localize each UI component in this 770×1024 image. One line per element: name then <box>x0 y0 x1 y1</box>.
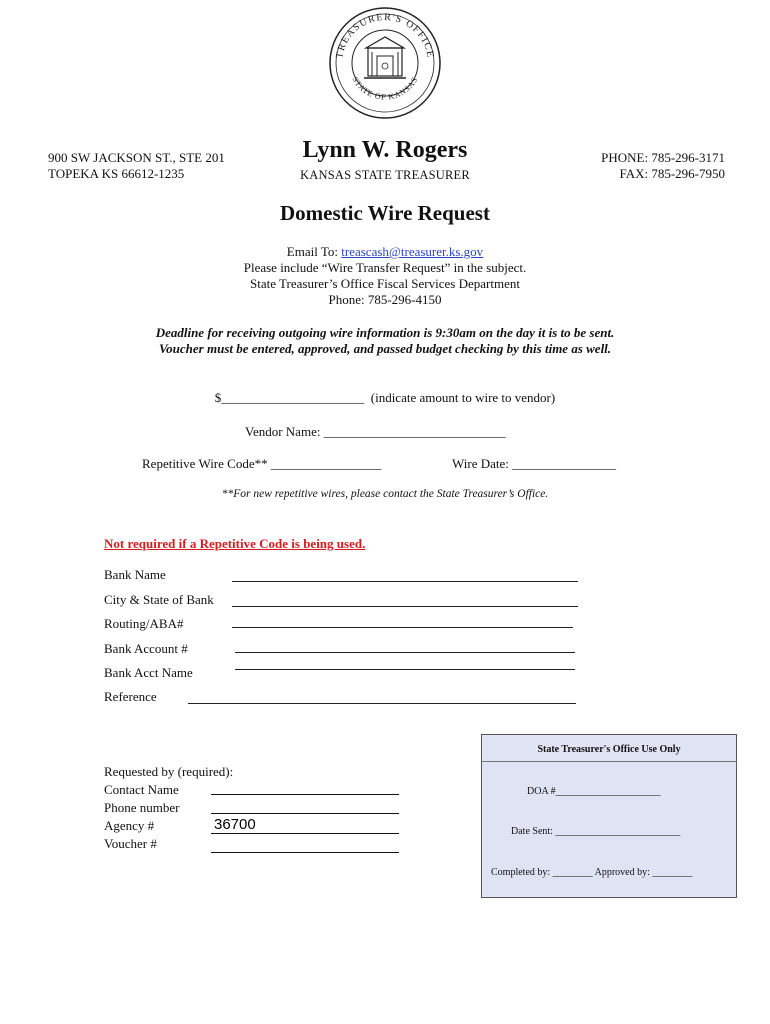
bank-city-state-field[interactable] <box>232 606 578 607</box>
requested-by-heading: Requested by (required): <box>104 764 234 779</box>
reference-field[interactable] <box>188 703 576 704</box>
office-fax: FAX: 785-296-7950 <box>619 166 725 181</box>
bank-acct-name-label: Bank Acct Name <box>104 665 193 680</box>
repetitive-wire-code-field[interactable]: Repetitive Wire Code** _________________ <box>142 456 382 471</box>
reference-label: Reference <box>104 689 157 704</box>
bank-account-label: Bank Account # <box>104 641 188 656</box>
treasurer-title: KANSAS STATE TREASURER <box>300 168 470 182</box>
bank-section-notice: Not required if a Repetitive Code is being used. <box>104 536 366 551</box>
form-title: Domestic Wire Request <box>280 201 490 225</box>
department-name: State Treasurer’s Office Fiscal Services Department <box>250 276 520 291</box>
wire-date-field[interactable]: Wire Date: ________________ <box>452 456 617 471</box>
office-use-title: State Treasurer's Office Use Only <box>537 744 681 755</box>
routing-aba-field[interactable] <box>232 627 573 628</box>
agency-field-value[interactable]: 36700 <box>214 816 256 833</box>
svg-text:TREASURER'S OFFICE: TREASURER'S OFFICE <box>334 11 436 60</box>
deadline-notice <box>0 325 770 357</box>
treasurer-contact <box>601 150 725 182</box>
deadline-line-2: Voucher must be entered, approved, and passed budget checking by this time as well. <box>158 341 612 356</box>
department-phone: Phone: 785-296-4150 <box>328 292 442 307</box>
voucher-field[interactable] <box>211 852 399 853</box>
deadline-line-1: Deadline for receiving outgoing wire information is 9:30am on the day it is to be sent. <box>155 325 615 340</box>
agency-field[interactable] <box>211 833 399 834</box>
bank-name-label: Bank Name <box>104 567 166 582</box>
svg-text:STATE OF KANSAS: STATE OF KANSAS <box>350 75 420 102</box>
phone-number-label: Phone number <box>104 800 180 815</box>
voucher-label: Voucher # <box>104 836 157 851</box>
contact-instructions <box>0 244 770 308</box>
amount-field[interactable]: $______________________ (indicate amount to wire to vendor) <box>214 390 556 405</box>
bank-acct-name-field[interactable] <box>235 669 575 670</box>
address-line-2: TOPEKA KS 66612-1235 <box>48 166 185 181</box>
bank-city-state-label: City & State of Bank <box>104 592 214 607</box>
contact-name-label: Contact Name <box>104 782 179 797</box>
repetitive-wire-note: **For new repetitive wires, please contact the State Treasurer’s Office. <box>221 488 549 500</box>
bank-name-field[interactable] <box>232 581 578 582</box>
vendor-name-field[interactable]: Vendor Name: ____________________________ <box>245 424 506 439</box>
office-phone: PHONE: 785-296-3171 <box>601 150 725 165</box>
email-line <box>0 244 770 260</box>
agency-label: Agency # <box>104 818 155 833</box>
bank-account-field[interactable] <box>235 652 575 653</box>
phone-number-field[interactable] <box>211 813 399 814</box>
date-sent-field[interactable]: Date Sent: _________________________ <box>511 826 681 837</box>
completed-approved-field[interactable]: Completed by: ________ Approved by: ________ <box>491 867 693 878</box>
subject-note: Please include “Wire Transfer Request” in the subject. <box>243 260 527 275</box>
doa-field[interactable]: DOA #_____________________ <box>527 786 661 797</box>
contact-name-field[interactable] <box>211 794 399 795</box>
email-prefix: Email To: <box>286 244 342 259</box>
state-seal-icon <box>328 6 442 120</box>
email-link[interactable]: treascash@treasurer.ks.gov <box>341 244 484 259</box>
address-line-1: 900 SW JACKSON ST., STE 201 <box>48 150 225 165</box>
treasurer-name: Lynn W. Rogers <box>302 137 468 163</box>
routing-aba-label: Routing/ABA# <box>104 616 184 631</box>
